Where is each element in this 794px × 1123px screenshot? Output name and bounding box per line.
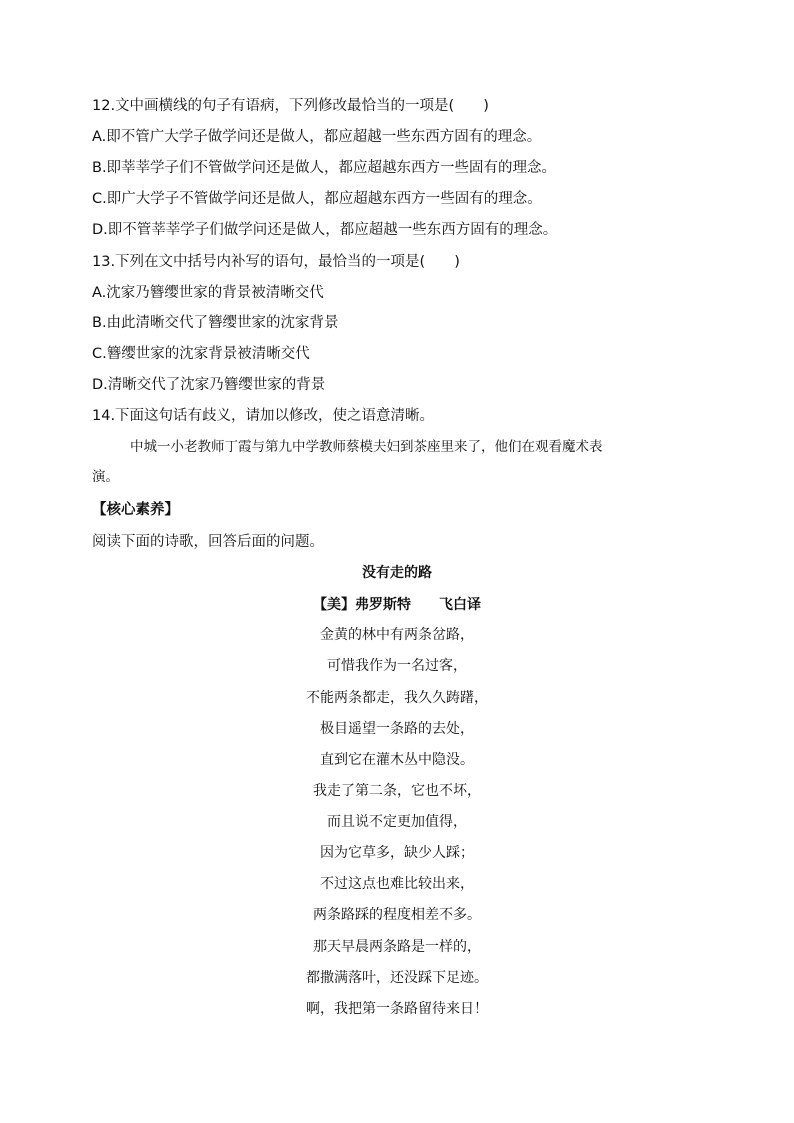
question-13-option-c: C.簪缨世家的沈家背景被清晰交代 [92, 346, 310, 362]
question-13-option-b: B.由此清晰交代了簪缨世家的沈家背景 [92, 315, 339, 331]
poem-title: 没有走的路 [362, 565, 432, 581]
poem-line: 因为它草多，缺少人踩； [320, 845, 474, 861]
section-instruction: 阅读下面的诗歌，回答后面的问题。 [92, 534, 324, 550]
poem-line: 金黄的林中有两条岔路， [320, 627, 474, 643]
question-13-option-d: D.清晰交代了沈家乃簪缨世家的背景 [92, 377, 326, 393]
poem-line: 我走了第二条，它也不坏， [313, 783, 481, 799]
question-12-option-a: A.即不管广大学子做学问还是做人，都应超越一些东西方固有的理念。 [92, 129, 542, 145]
poem-line: 而且说不定更加值得， [327, 814, 467, 830]
question-14-sentence: 中城一小老教师丁霞与第九中学教师蔡模夫妇到茶座里来了，他们在观看魔术表 [130, 439, 603, 455]
question-12-option-c: C.即广大学子不管做学问还是做人，都应超越东西方一些固有的理念。 [92, 191, 542, 207]
poem-line: 极目遥望一条路的去处， [320, 721, 474, 737]
poem-line: 啊，我把第一条路留待来日！ [306, 1001, 488, 1017]
poem-line: 直到它在灌木丛中隐没。 [320, 752, 474, 768]
poem-line: 都撒满落叶，还没踩下足迹。 [306, 970, 488, 986]
question-12-stem: 12.文中画横线的句子有语病，下列修改最恰当的一项是( ) [92, 98, 489, 114]
question-13-option-a: A.沈家乃簪缨世家的背景被清晰交代 [92, 285, 324, 301]
poem-line: 两条路踩的程度相差不多。 [313, 907, 481, 923]
question-14-stem: 14.下面这句话有歧义，请加以修改，使之语意清晰。 [92, 408, 435, 424]
poem-line: 那天早晨两条路是一样的， [313, 939, 481, 955]
question-13-stem: 13.下列在文中括号内补写的语句，最恰当的一项是( ) [92, 254, 460, 270]
question-12-option-d: D.即不管莘莘学子们做学问还是做人，都应超越一些东西方固有的理念。 [92, 222, 558, 238]
poem-line: 不能两条都走，我久久踌躇， [306, 690, 488, 706]
poem-author: 【美】弗罗斯特 飞白译 [313, 597, 481, 613]
poem-line: 不过这点也难比较出来， [320, 876, 474, 892]
section-heading: 【核心素养】 [92, 502, 179, 518]
question-12-option-b: B.即莘莘学子们不管做学问还是做人，都应超越东西方一些固有的理念。 [92, 160, 557, 176]
question-14-sentence-continued: 演。 [92, 469, 119, 485]
poem-line: 可惜我作为一名过客， [327, 658, 467, 674]
